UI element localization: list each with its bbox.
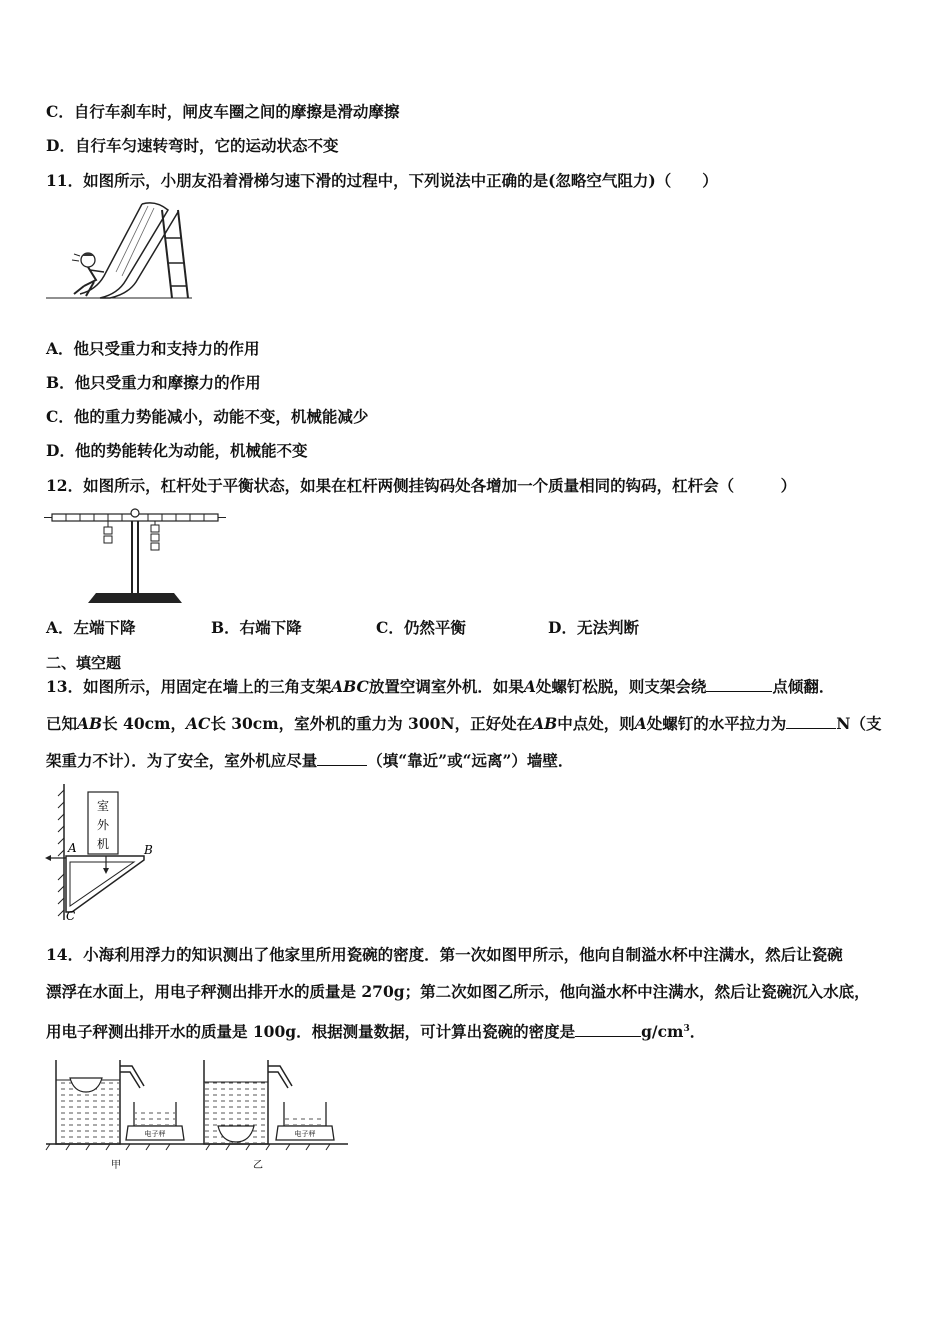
scale-label-1: 电子秤	[144, 1130, 166, 1138]
q12-option-c: C．仍然平衡	[376, 618, 466, 637]
q13-l2-h: A	[634, 714, 647, 733]
q13-l2-j: N（支	[836, 714, 882, 733]
q14-line-2: 漂浮在水面上，用电子秤测出排开水的质量是 270g；第二次如图乙所示，他向溢水杯中注满水，然后让瓷碗沉入水底，	[46, 982, 870, 1001]
q12-option-b: B．右端下降	[211, 618, 302, 637]
q13-l3-a: 架重力不计）．为了安全，室外机应尽量	[46, 751, 318, 770]
q13-line-3	[46, 751, 573, 771]
q13-l1-a: 13．如图所示，用固定在墙上的三角支架	[46, 677, 332, 696]
fig-label-b: B	[144, 843, 153, 857]
fig-label-a: A	[68, 841, 77, 855]
q13-l1-e: 处螺钉松脱，则支架会绕	[535, 677, 707, 696]
q14-l3-sup: 3	[683, 1024, 690, 1034]
q13-l2-a: 已知	[46, 714, 78, 733]
fig-label-c: C	[66, 909, 76, 922]
fig-unit-char-1: 室	[96, 799, 110, 813]
q11-option-a: A．他只受重力和支持力的作用	[46, 339, 260, 358]
fig-unit-char-3: 机	[96, 837, 110, 851]
q13-l1-f: 点倾翻．	[772, 677, 835, 696]
q13-blank-1[interactable]	[706, 677, 772, 692]
q13-l1-c: 放置空调室外机．如果	[368, 677, 524, 696]
q13-blank-2[interactable]	[786, 714, 836, 729]
section-title: 二、填空题	[46, 654, 122, 672]
q13-l2-c: 长 40cm，	[102, 714, 186, 733]
lever-figure	[44, 505, 230, 607]
q14-l3-a: 用电子秤测出排开水的质量是 100g．根据测量数据，可计算出瓷碗的密度是	[46, 1022, 576, 1042]
q14-blank[interactable]	[575, 1022, 641, 1037]
q12-stem: 12．如图所示，杠杆处于平衡状态，如果在杠杆两侧挂钩码处各增加一个质量相同的钩码，杠杆会（ ）	[46, 476, 797, 495]
q11-option-c: C．他的重力势能减小，动能不变，机械能减少	[46, 407, 369, 426]
q13-l2-b: AB	[77, 714, 103, 733]
q14-l3-c: ．	[689, 1022, 706, 1042]
q10-option-d: D．自行车匀速转弯时，它的运动状态不变	[46, 136, 339, 155]
q12-option-d: D．无法判断	[548, 618, 639, 637]
slide-figure	[44, 198, 194, 310]
scale-label-2: 电子秤	[294, 1130, 316, 1138]
q14-line-1: 14．小海利用浮力的知识测出了他家里所用瓷碗的密度．第一次如图甲所示，他向自制溢水杯中注满水，然后让瓷碗	[46, 945, 843, 964]
q13-l2-f: AB	[532, 714, 558, 733]
q10-option-c: C．自行车刹车时，闸皮车圈之间的摩擦是滑动摩擦	[46, 102, 400, 121]
q13-l2-i: 处螺钉的水平拉力为	[646, 714, 787, 733]
q14-l3-b: g/cm	[641, 1022, 684, 1042]
q11-option-b: B．他只受重力和摩擦力的作用	[46, 373, 261, 392]
q13-line-2	[46, 714, 881, 734]
q11-option-d: D．他的势能转化为动能，机械能不变	[46, 441, 308, 460]
caption-jia: 甲	[111, 1160, 121, 1171]
q13-line-1	[46, 677, 834, 697]
q13-l2-d: AC	[185, 714, 211, 733]
q11-stem: 11．如图所示，小朋友沿着滑梯匀速下滑的过程中，下列说法中正确的是(忽略空气阻力)（ ）	[46, 171, 718, 190]
q14-line-3	[46, 1019, 705, 1042]
q13-l2-g: 中点处，则	[557, 714, 635, 733]
q13-blank-3[interactable]	[317, 751, 367, 766]
q13-l2-e: 长 30cm，室外机的重力为 300N，正好处在	[210, 714, 533, 733]
q13-l3-b: （填“靠近”或“远离”）墙壁．	[367, 751, 574, 770]
fig-unit-char-2: 外	[96, 818, 110, 832]
q13-l1-d: A	[523, 677, 536, 696]
overflow-cup-figure	[44, 1056, 350, 1174]
caption-yi: 乙	[253, 1160, 263, 1171]
q12-option-a: A．左端下降	[46, 618, 136, 637]
q13-l1-b: ABC	[331, 677, 369, 696]
ac-bracket-figure	[44, 782, 164, 922]
